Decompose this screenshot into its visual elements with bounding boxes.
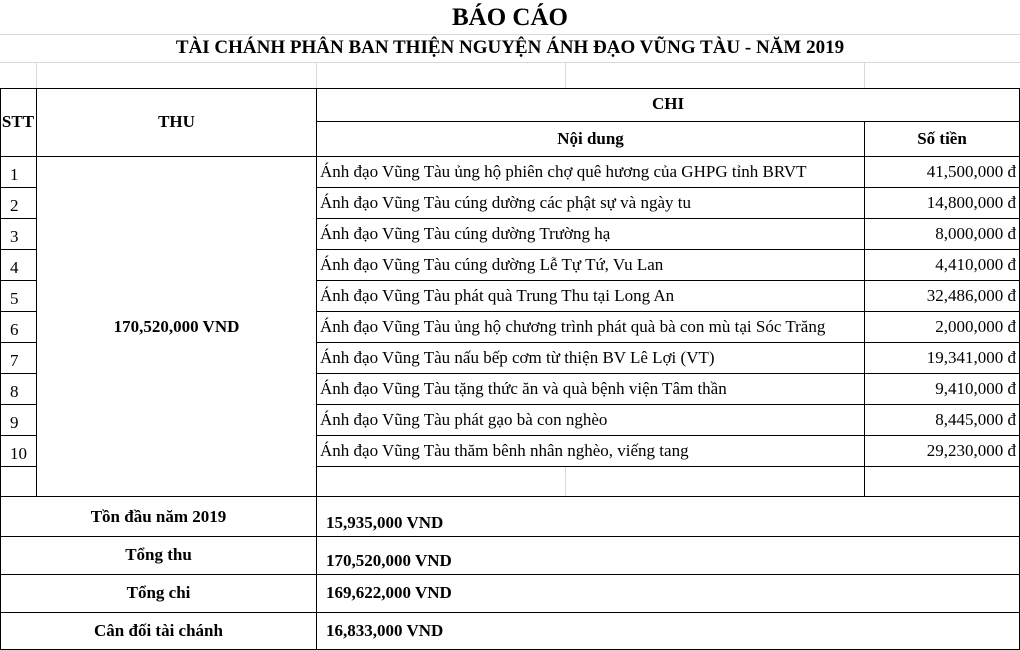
report-title: BÁO CÁO	[452, 4, 568, 31]
table-border	[316, 218, 1020, 219]
row-amount: 14,800,000 đ	[926, 193, 1016, 212]
row-stt: 8	[10, 382, 19, 401]
summary-value: 169,622,000 VND	[326, 583, 452, 602]
summary-value: 16,833,000 VND	[326, 621, 444, 640]
row-stt: 1	[10, 165, 19, 184]
grid-line	[864, 62, 865, 88]
table-border	[316, 435, 1020, 436]
table-border	[0, 612, 1020, 613]
row-content: Ánh đạo Vũng Tàu nấu bếp cơm từ thiện BV Lê Lợi (VT)	[320, 348, 715, 367]
header-chi: CHI	[651, 94, 685, 113]
row-amount: 2,000,000 đ	[935, 317, 1016, 336]
header-thu: THU	[158, 112, 195, 131]
row-amount: 8,445,000 đ	[935, 410, 1016, 429]
row-stt: 2	[10, 196, 19, 215]
row-content: Ánh đạo Vũng Tàu phát gạo bà con nghèo	[320, 410, 608, 429]
table-border	[316, 373, 1020, 374]
grid-line	[316, 62, 317, 88]
row-stt: 3	[10, 227, 19, 246]
row-content: Ánh đạo Vũng Tàu ủng hộ phiên chợ quê hương của GHPG tỉnh BRVT	[320, 162, 807, 181]
row-stt: 6	[10, 320, 19, 339]
table-border	[316, 249, 1020, 250]
row-amount: 19,341,000 đ	[926, 348, 1016, 367]
summary-label: Tổng chi	[126, 583, 191, 602]
table-border	[0, 342, 36, 343]
table-border	[0, 404, 36, 405]
table-border	[0, 574, 1020, 575]
table-border	[0, 536, 1020, 537]
report-subtitle: TÀI CHÁNH PHÂN BAN THIỆN NGUYỆN ÁNH ĐẠO VŨNG TÀU - NĂM 2019	[175, 37, 845, 58]
row-amount: 41,500,000 đ	[926, 162, 1016, 181]
table-border	[316, 342, 1020, 343]
row-amount: 9,410,000 đ	[935, 379, 1016, 398]
table-border	[316, 121, 1020, 122]
table-border	[0, 280, 36, 281]
row-stt: 4	[10, 258, 19, 277]
table-border	[316, 88, 317, 649]
row-content: Ánh đạo Vũng Tàu cúng dường Trường hạ	[320, 224, 611, 243]
grid-line	[36, 62, 37, 88]
table-border	[0, 88, 1020, 89]
grid-line	[565, 62, 566, 88]
grid-line	[0, 34, 1020, 35]
table-border	[316, 280, 1020, 281]
table-border	[0, 218, 36, 219]
table-border	[0, 373, 36, 374]
summary-label: Tồn đầu năm 2019	[90, 507, 227, 526]
table-border	[0, 311, 36, 312]
row-content: Ánh đạo Vũng Tàu phát quà Trung Thu tại Long An	[320, 286, 675, 305]
header-stt: STT	[1, 112, 35, 131]
row-stt: 5	[10, 289, 19, 308]
table-border	[316, 466, 1020, 467]
row-content: Ánh đạo Vũng Tàu cúng dường Lễ Tự Tứ, Vu Lan	[320, 255, 664, 274]
table-border	[864, 121, 865, 496]
summary-label: Cân đối tài chánh	[94, 621, 223, 640]
summary-label: Tổng thu	[125, 545, 192, 564]
row-content: Ánh đạo Vũng Tàu thăm bênh nhân nghèo, viếng tang	[320, 441, 689, 460]
grid-line	[565, 466, 566, 496]
table-border	[0, 496, 1020, 497]
table-border	[0, 249, 36, 250]
row-stt: 9	[10, 413, 19, 432]
row-content: Ánh đạo Vũng Tàu ủng hộ chương trình phát quà bà con mù tại Sóc Trăng	[320, 317, 826, 336]
row-amount: 29,230,000 đ	[926, 441, 1016, 460]
table-border	[0, 187, 36, 188]
row-amount: 8,000,000 đ	[935, 224, 1016, 243]
table-border	[316, 187, 1020, 188]
grid-line	[0, 62, 1020, 63]
thu-total-value: 170,520,000 VND	[113, 317, 240, 336]
header-so-tien: Số tiền	[917, 129, 967, 148]
row-amount: 32,486,000 đ	[926, 286, 1016, 305]
table-border	[0, 156, 1020, 157]
row-content: Ánh đạo Vũng Tàu cúng dường các phật sự và ngày tu	[320, 193, 691, 212]
row-stt: 10	[10, 444, 27, 463]
summary-value: 170,520,000 VND	[326, 551, 452, 570]
table-border	[316, 404, 1020, 405]
row-stt: 7	[10, 351, 19, 370]
table-border	[0, 435, 36, 436]
header-noi-dung: Nội dung	[557, 129, 624, 148]
table-border	[36, 88, 37, 496]
table-border	[316, 311, 1020, 312]
row-amount: 4,410,000 đ	[935, 255, 1016, 274]
summary-value: 15,935,000 VND	[326, 513, 444, 532]
table-border	[0, 466, 36, 467]
row-content: Ánh đạo Vũng Tàu tặng thức ăn và quà bệnh viện Tâm thần	[320, 379, 727, 398]
